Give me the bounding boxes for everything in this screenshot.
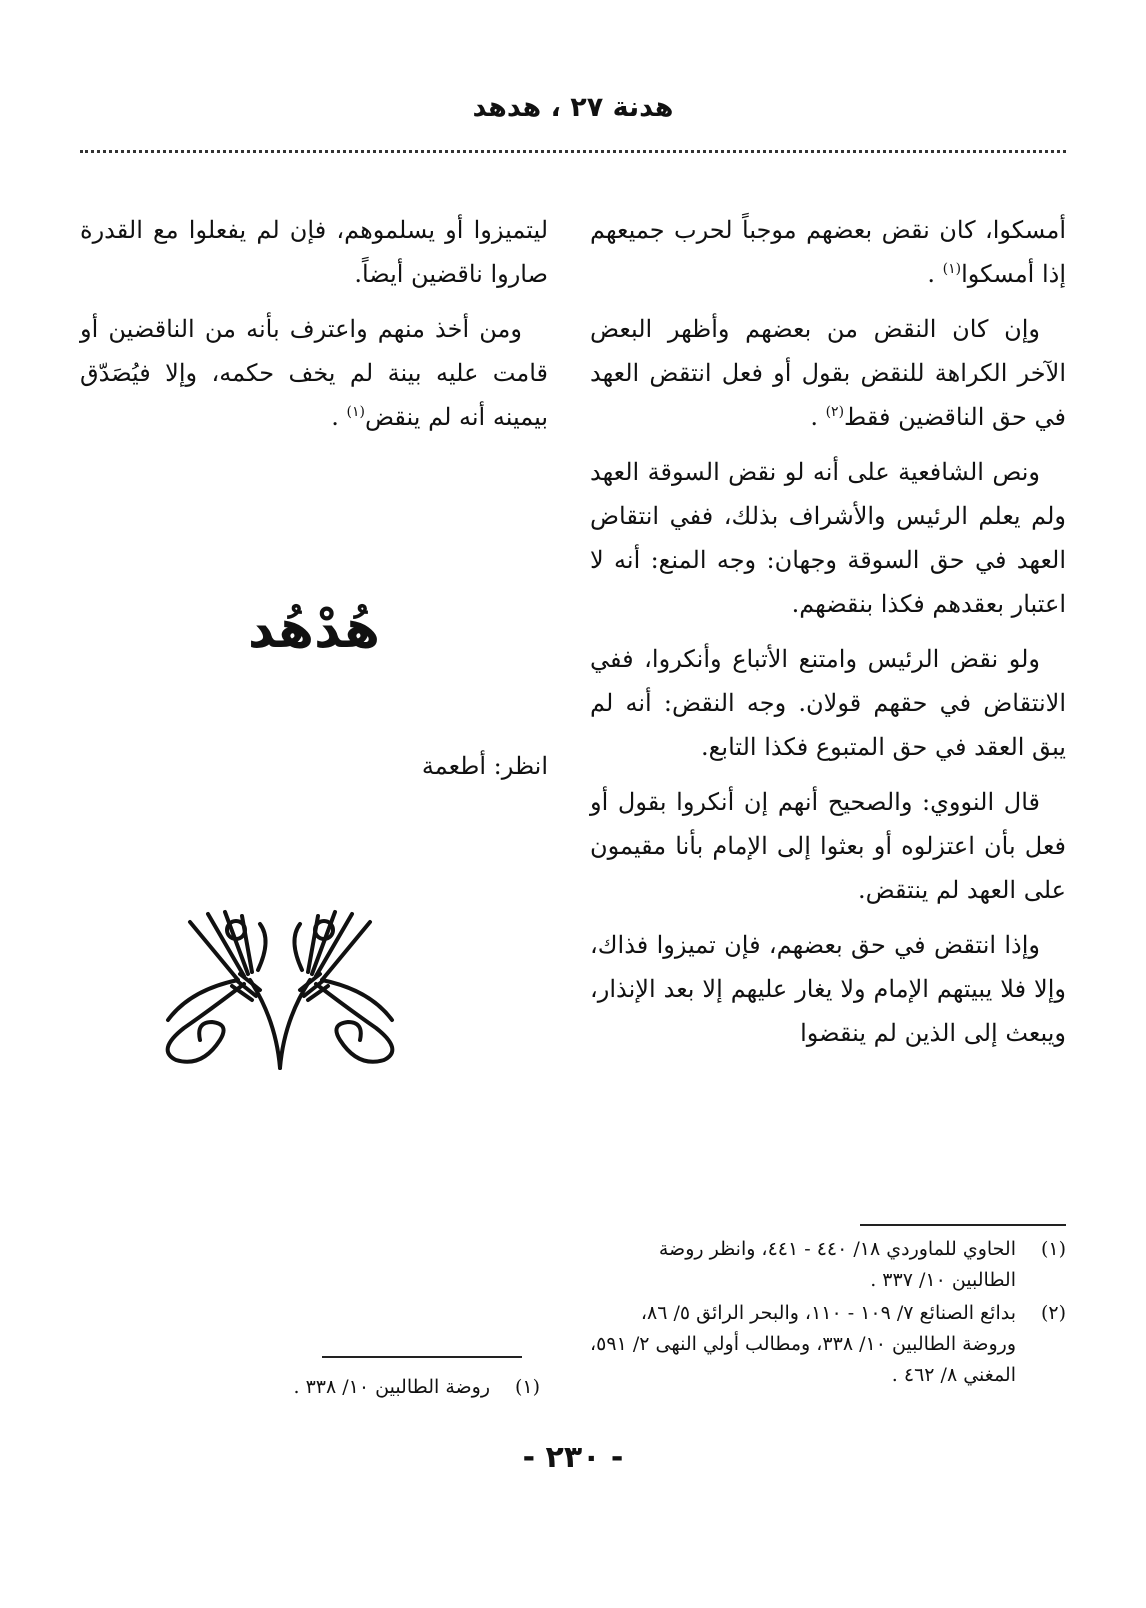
page-number: - ٢٣٠ - xyxy=(522,1440,624,1475)
paragraph: ومن أخذ منهم واعترف بأنه من الناقضين أو قامت عليه بينة لم يخف حكمه، وإلا فيُصَدّق بيمينه أنه لم ينقض$^{(١)}$ . xyxy=(80,315,548,431)
left-column xyxy=(80,208,548,450)
running-title: هدنة ٢٧ ، هدهد xyxy=(472,92,674,123)
paragraph: ليتميزوا أو يسلموهم، فإن لم يفعلوا مع القدرة صاروا ناقضين أيضاً. xyxy=(80,216,548,288)
paragraph: وإذا انتقض في حق بعضهم، فإن تميزوا فذاك، وإلا فلا يبيتهم الإمام ولا يغار عليهم إلا بعد الإنذار، ويبعث إلى الذين لم ينقضوا xyxy=(590,931,1066,1047)
right-footnotes xyxy=(590,1234,1066,1393)
left-footnotes xyxy=(80,1372,540,1405)
footnote: (١) روضة الطالبين ١٠/ ٣٣٨ . xyxy=(293,1376,540,1398)
footnote: (٢) بدائع الصنائع ٧/ ١٠٩ - ١١٠، والبحر الرائق ٥/ ٨٦، وروضة الطالبين ١٠/ ٣٣٨، ومطالب أولي النهى ٢/ ٥٩١، المغني ٨/ ٤٦٢ . xyxy=(590,1302,1066,1386)
paragraph: وإن كان النقض من بعضهم وأظهر البعض الآخر الكراهة للنقض بقول أو فعل انتقض العهد في حق الناقضين فقط$^{(٢)}$ . xyxy=(590,315,1066,431)
footnote-ref: (١) xyxy=(346,404,365,420)
header-dotted-rule xyxy=(80,150,1066,153)
entry-heading: هُدْهُد xyxy=(247,600,381,660)
paragraph: ونص الشافعية على أنه لو نقض السوقة العهد ولم يعلم الرئيس والأشراف بذلك، ففي انتقاض العهد في حق السوقة وجهان: وجه المنع: أنه لا اعتبار بعقدهم فكذا بنقضهم. xyxy=(590,458,1066,618)
paragraph: ولو نقض الرئيس وامتنع الأتباع وأنكروا، ففي الانتقاض في حقهم قولان. وجه النقض: أنه لم يبق العقد في حق المتبوع فكذا التابع. xyxy=(590,645,1067,761)
footnote-rule xyxy=(860,1224,1066,1226)
paragraph: أمسكوا، كان نقض بعضهم موجباً لحرب جميعهم إذا أمسكوا$^{(١)}$ . xyxy=(590,216,1066,288)
right-column xyxy=(590,208,1066,1066)
footnote: (١) الحاوي للماوردي ١٨/ ٤٤٠ - ٤٤١، وانظر روضة الطالبين ١٠/ ٣٣٧ . xyxy=(658,1238,1066,1291)
paragraph: قال النووي: والصحيح أنهم إن أنكروا بقول أو فعل بأن اعتزلوه أو بعثوا إلى الإمام بأنا مقيمون على العهد لم ينتقض. xyxy=(590,788,1066,904)
footnote-ref: (١) xyxy=(942,261,962,277)
footnote-ref: (٢) xyxy=(825,404,845,420)
see-also-reference: انظر: أطعمة xyxy=(421,752,548,780)
footnote-rule xyxy=(322,1356,522,1358)
floral-ornament-icon xyxy=(150,900,410,1080)
